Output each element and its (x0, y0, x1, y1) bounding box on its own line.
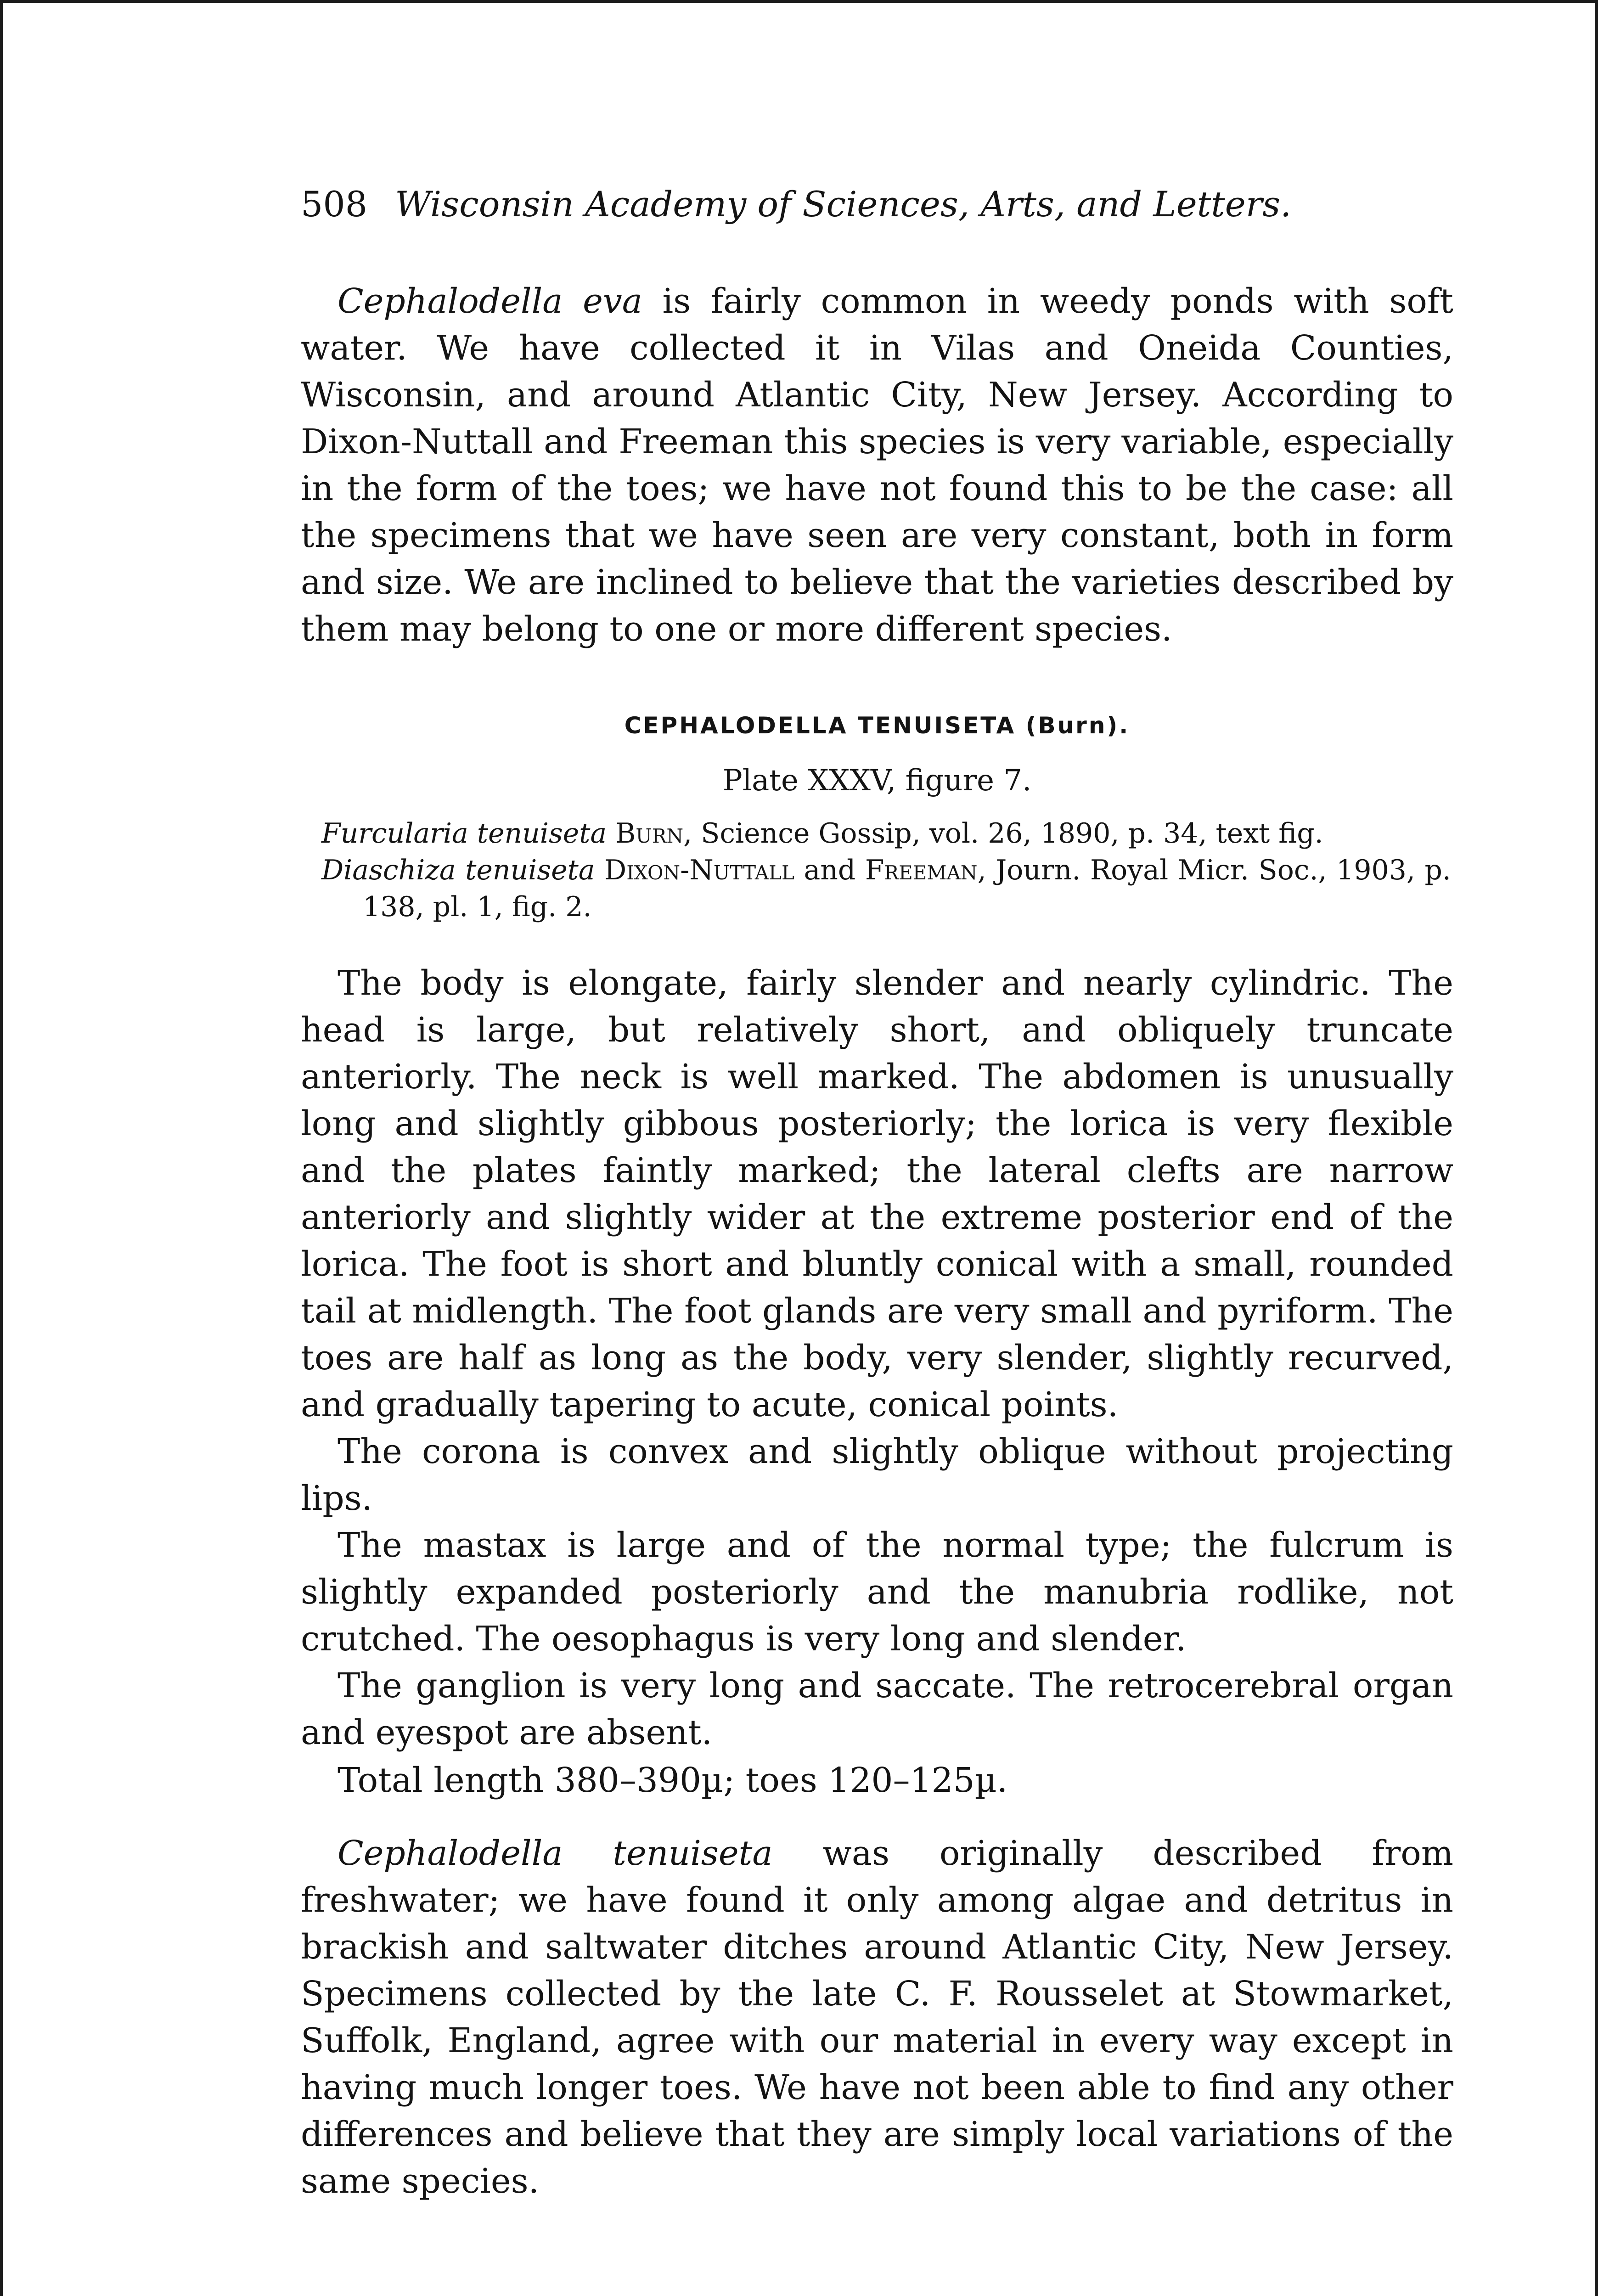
paragraph-body-description: The body is elongate, fairly slender and nearly cylindric. The head is large, but relatively short, and obliquely truncate anteriorly. The neck is well marked. The abdomen is unusually long and slightly gibbous posteriorly; the lorica is very flexible and the plates faintly marked; the lateral clefts are narrow anteriorly and slightly wider at the extreme posterior end of the lorica. The foot is short and bluntly conical with a small, rounded tail at midlength. The foot glands are very small and pyriform. The toes are half as long as the body, very slender, slightly recurved, and gradually tapering to acute, conical points. (301, 963, 1453, 1424)
paragraph-cephalodella-eva (301, 278, 1453, 653)
synonym-name: Diaschiza tenuiseta (321, 854, 595, 886)
paragraph-measurements: Total length 380–390µ; toes 120–125µ. (338, 1761, 1008, 1800)
synonymy-list (321, 815, 1451, 925)
page-border-left (0, 0, 3, 2296)
synonym-and: and (794, 854, 865, 886)
paragraph-text: is fairly common in weedy ponds with soft water. We have collected it in Vilas and Oneida Counties, Wisconsin, and around Atlantic City, New Jersey. According to Dixon-Nuttall and Freeman this species is very variable, especially in the form of the toes; we have not found this to be the case: all the specimens that we have seen are very constant, both in form and size. We are inclined to believe that the varieties described by them may belong to one or more different species. (301, 281, 1453, 649)
genus-name: Cephalodella (338, 281, 563, 321)
synonym-author: Dixon-Nuttall (604, 854, 794, 886)
synonym-reference: , Science Gossip, vol. 26, 1890, p. 34, text fig. (683, 817, 1323, 850)
synonym-author: Burn (615, 817, 684, 850)
synonymy-entry (321, 852, 1451, 925)
synonym-author-2: Freeman (865, 854, 978, 886)
plate-reference: Plate XXXV, figure 7. (722, 764, 1032, 798)
species-name: Cephalodella tenuiseta (338, 1834, 773, 1873)
synonym-reference: , Journ. Royal Micr. Soc., 1903, p. 138, pl. 1, fig. 2. (363, 854, 1451, 923)
synonymy-entry (321, 815, 1451, 852)
paragraph-corona: The corona is convex and slightly oblique without projecting lips. (301, 1432, 1453, 1518)
page-number: 508 (301, 184, 368, 225)
paragraph-ganglion: The ganglion is very long and saccate. The retrocerebral organ and eyespot are absent. (301, 1666, 1453, 1752)
page-border-right (1595, 0, 1598, 2296)
paragraph-text: was originally described from freshwater; we have found it only among algae and detritus in brackish and saltwater ditches around Atlantic City, New Jersey. Specimens collected by the late C. F. Rousselet at Stowmarket, Suffolk, England, agree with our material in every way except in having much longer toes. We have not been able to find any other differences and believe that they are simply local variations of the same species. (301, 1834, 1454, 2201)
synonym-name: Furcularia tenuiseta (321, 817, 607, 850)
paragraph-mastax: The mastax is large and of the normal type; the fulcrum is slightly expanded posteriorly and the manubria rodlike, not crutched. The oesophagus is very long and slender. (301, 1525, 1453, 1659)
section-heading: CEPHALODELLA TENUISETA (Burn). (624, 712, 1130, 739)
page-border-top (0, 0, 1598, 3)
running-head (301, 181, 1449, 227)
paragraph-distribution (301, 1830, 1453, 2205)
species-name: eva (583, 281, 642, 321)
journal-title: Wisconsin Academy of Sciences, Arts, and Letters. (395, 184, 1292, 225)
